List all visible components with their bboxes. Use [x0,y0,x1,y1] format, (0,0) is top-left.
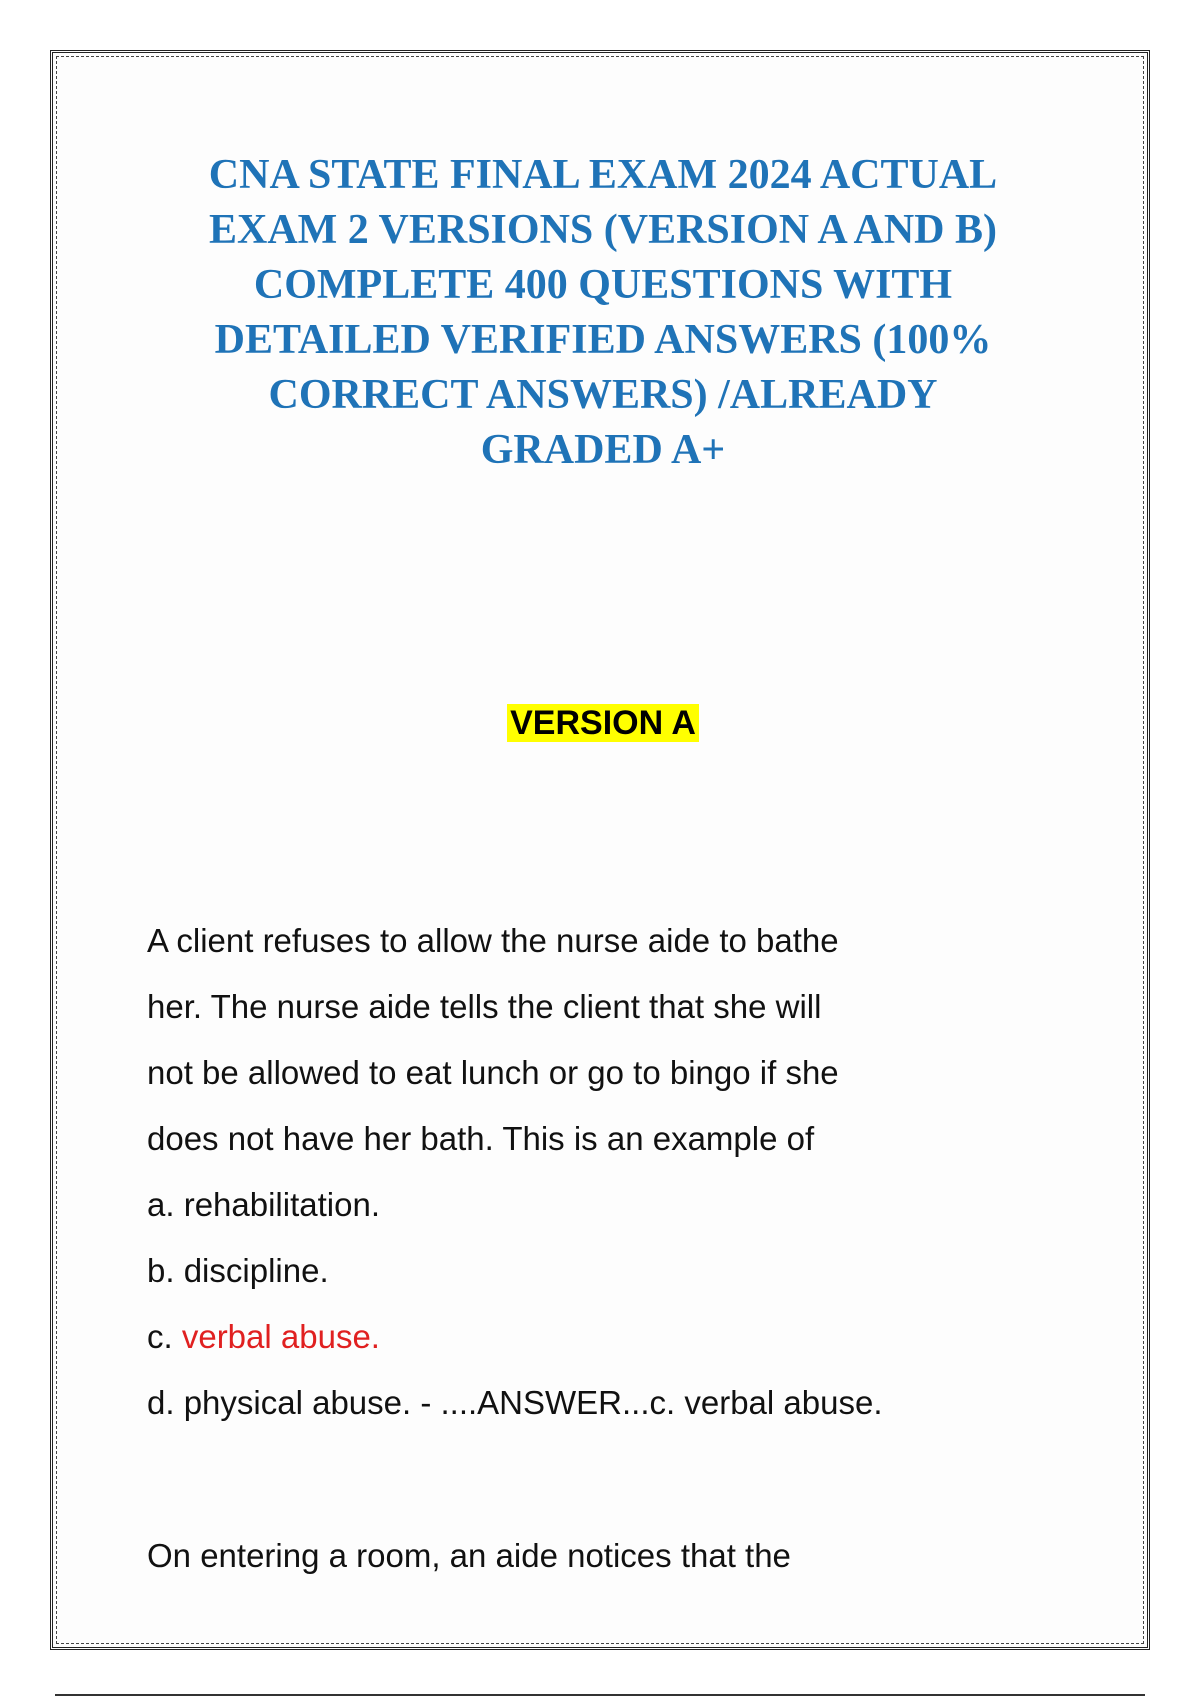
correct-answer-text: verbal abuse. [181,1318,380,1355]
answer-option-d [147,1370,1087,1436]
question-1 [147,908,1087,1436]
question-stem-line: A client refuses to allow the nurse aide to bathe [147,922,839,959]
question-stem-line: her. The nurse aide tells the client that she will [147,988,822,1025]
option-text: discipline. [183,1252,329,1289]
title-line: GRADED A+ [480,427,726,473]
title-line: DETAILED VERIFIED ANSWERS (100% [214,317,992,363]
answer-option-b [147,1238,1087,1304]
version-heading [53,701,1153,745]
title-line: CNA STATE FINAL EXAM 2024 ACTUAL [208,152,998,198]
answer-option-a [147,1172,1087,1238]
option-text: physical abuse. - ....ANSWER...c. verbal abuse. [183,1384,883,1421]
option-prefix: d. [147,1384,184,1421]
question-2 [147,1523,1087,1589]
answer-option-c [147,1304,1087,1370]
version-label-highlight: VERSION A [507,704,699,742]
title-line: EXAM 2 VERSIONS (VERSION A AND B) [208,207,998,253]
title-line: CORRECT ANSWERS) /ALREADY [268,372,938,418]
question-stem-line: does not have her bath. This is an example of [147,1120,815,1157]
question-stem-line: On entering a room, an aide notices that the [147,1537,791,1574]
document-title [153,148,1053,478]
option-prefix: b. [147,1252,184,1289]
option-prefix: a. [147,1186,184,1223]
page-frame [50,50,1150,1650]
title-line: COMPLETE 400 QUESTIONS WITH [253,262,953,308]
question-stem-line: not be allowed to eat lunch or go to bingo if she [147,1054,839,1091]
page-bottom-divider [55,1694,1145,1696]
option-prefix: c. [147,1318,182,1355]
option-text: rehabilitation. [183,1186,380,1223]
